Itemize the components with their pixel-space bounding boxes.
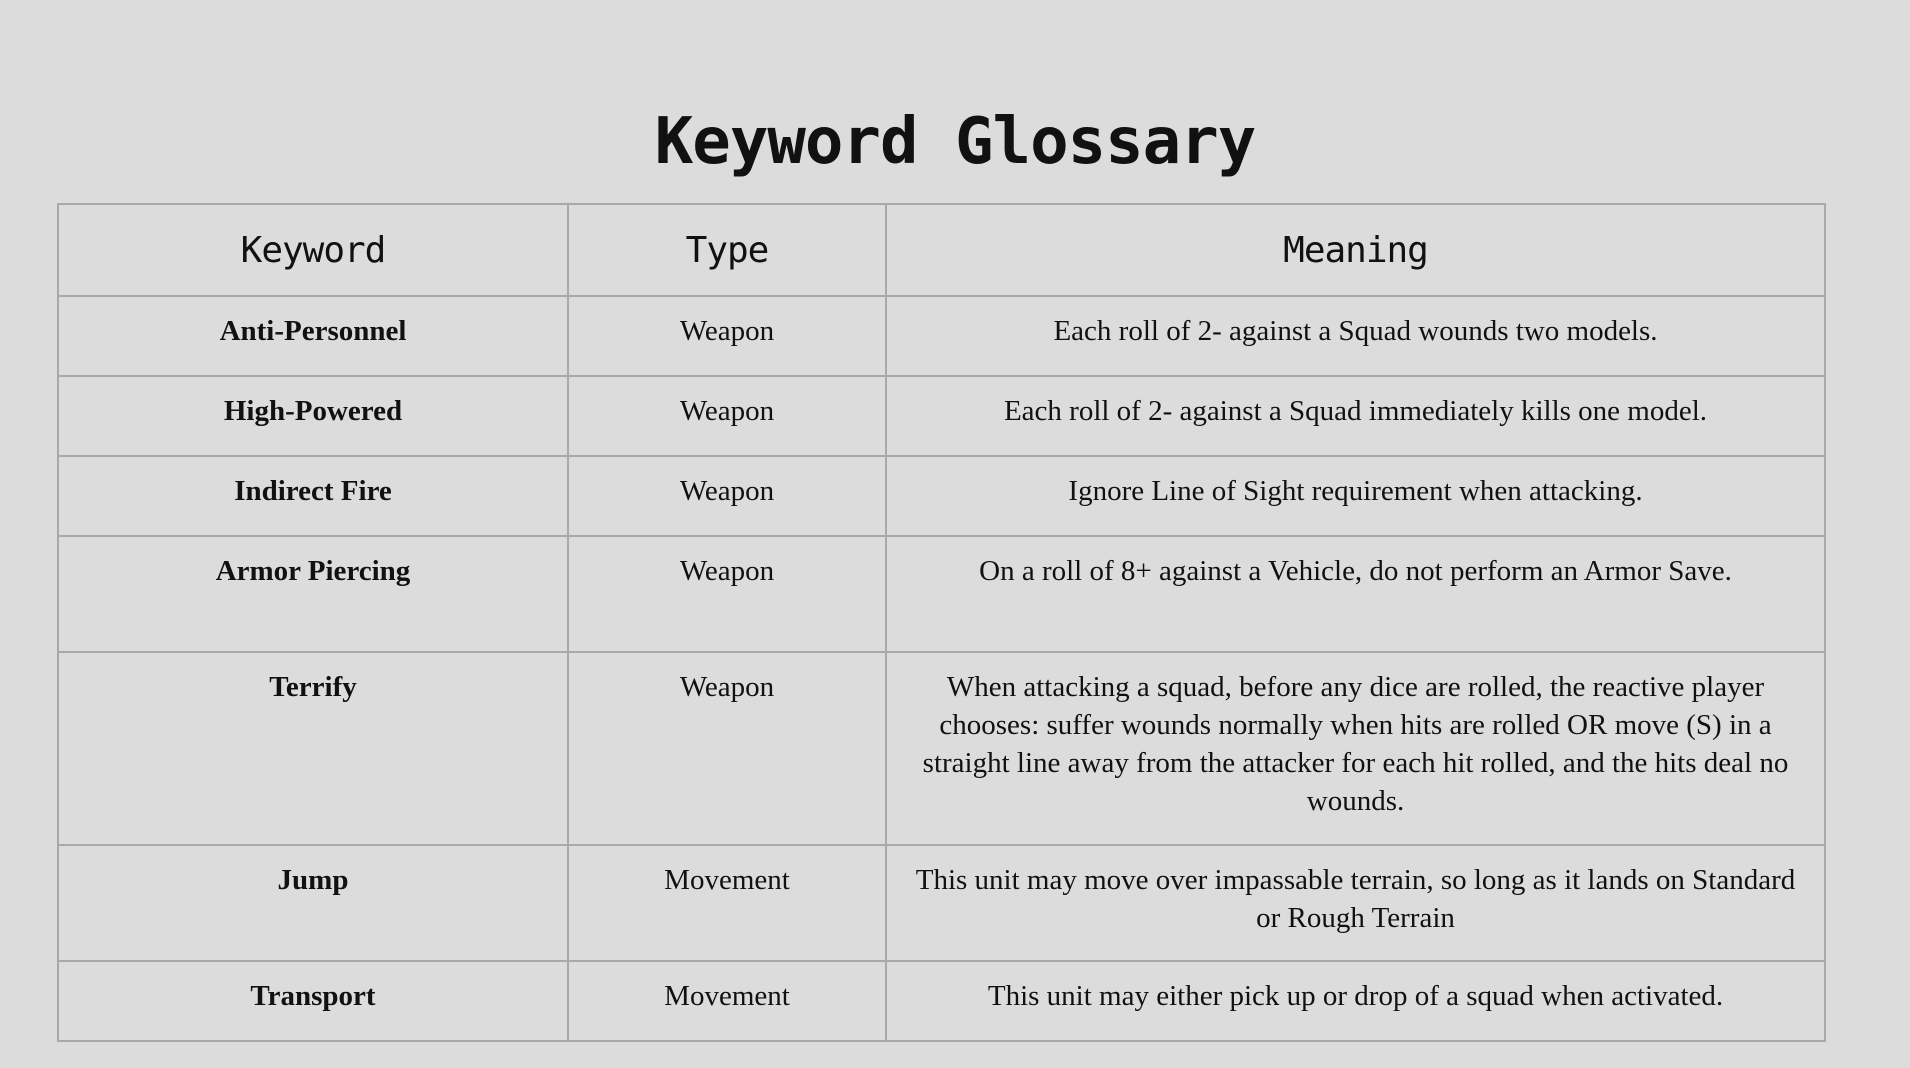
keyword-cell: Terrify	[58, 652, 568, 845]
keyword-cell: Anti-Personnel	[58, 296, 568, 376]
type-cell: Weapon	[568, 456, 886, 536]
column-header-type: Type	[568, 204, 886, 296]
meaning-cell: Each roll of 2- against a Squad wounds two models.	[886, 296, 1825, 376]
table-header-row	[58, 204, 1825, 296]
keyword-cell: High-Powered	[58, 376, 568, 456]
table-row	[58, 456, 1825, 536]
type-cell: Weapon	[568, 376, 886, 456]
type-cell: Movement	[568, 961, 886, 1041]
page-title: Keyword Glossary	[654, 105, 1256, 179]
keyword-cell: Indirect Fire	[58, 456, 568, 536]
table-row	[58, 376, 1825, 456]
column-header-meaning: Meaning	[886, 204, 1825, 296]
meaning-cell: Each roll of 2- against a Squad immediately kills one model.	[886, 376, 1825, 456]
keyword-glossary-table	[57, 203, 1826, 1042]
type-cell: Weapon	[568, 536, 886, 652]
keyword-cell: Jump	[58, 845, 568, 961]
table-row	[58, 961, 1825, 1041]
meaning-cell: Ignore Line of Sight requirement when attacking.	[886, 456, 1825, 536]
table-row	[58, 536, 1825, 652]
type-cell: Movement	[568, 845, 886, 961]
keyword-cell: Armor Piercing	[58, 536, 568, 652]
table-row	[58, 652, 1825, 845]
type-cell: Weapon	[568, 652, 886, 845]
meaning-cell: When attacking a squad, before any dice are rolled, the reactive player chooses: suffer wounds normally when hits are rolled OR move (S) in a straight line away from the attacker for each hit rolled, and the hits deal no wounds.	[886, 652, 1825, 845]
keyword-cell: Transport	[58, 961, 568, 1041]
table-row	[58, 296, 1825, 376]
table-row	[58, 845, 1825, 961]
meaning-cell: This unit may either pick up or drop of a squad when activated.	[886, 961, 1825, 1041]
column-header-keyword: Keyword	[58, 204, 568, 296]
meaning-cell: This unit may move over impassable terrain, so long as it lands on Standard or Rough Terrain	[886, 845, 1825, 961]
type-cell: Weapon	[568, 296, 886, 376]
meaning-cell: On a roll of 8+ against a Vehicle, do not perform an Armor Save.	[886, 536, 1825, 652]
